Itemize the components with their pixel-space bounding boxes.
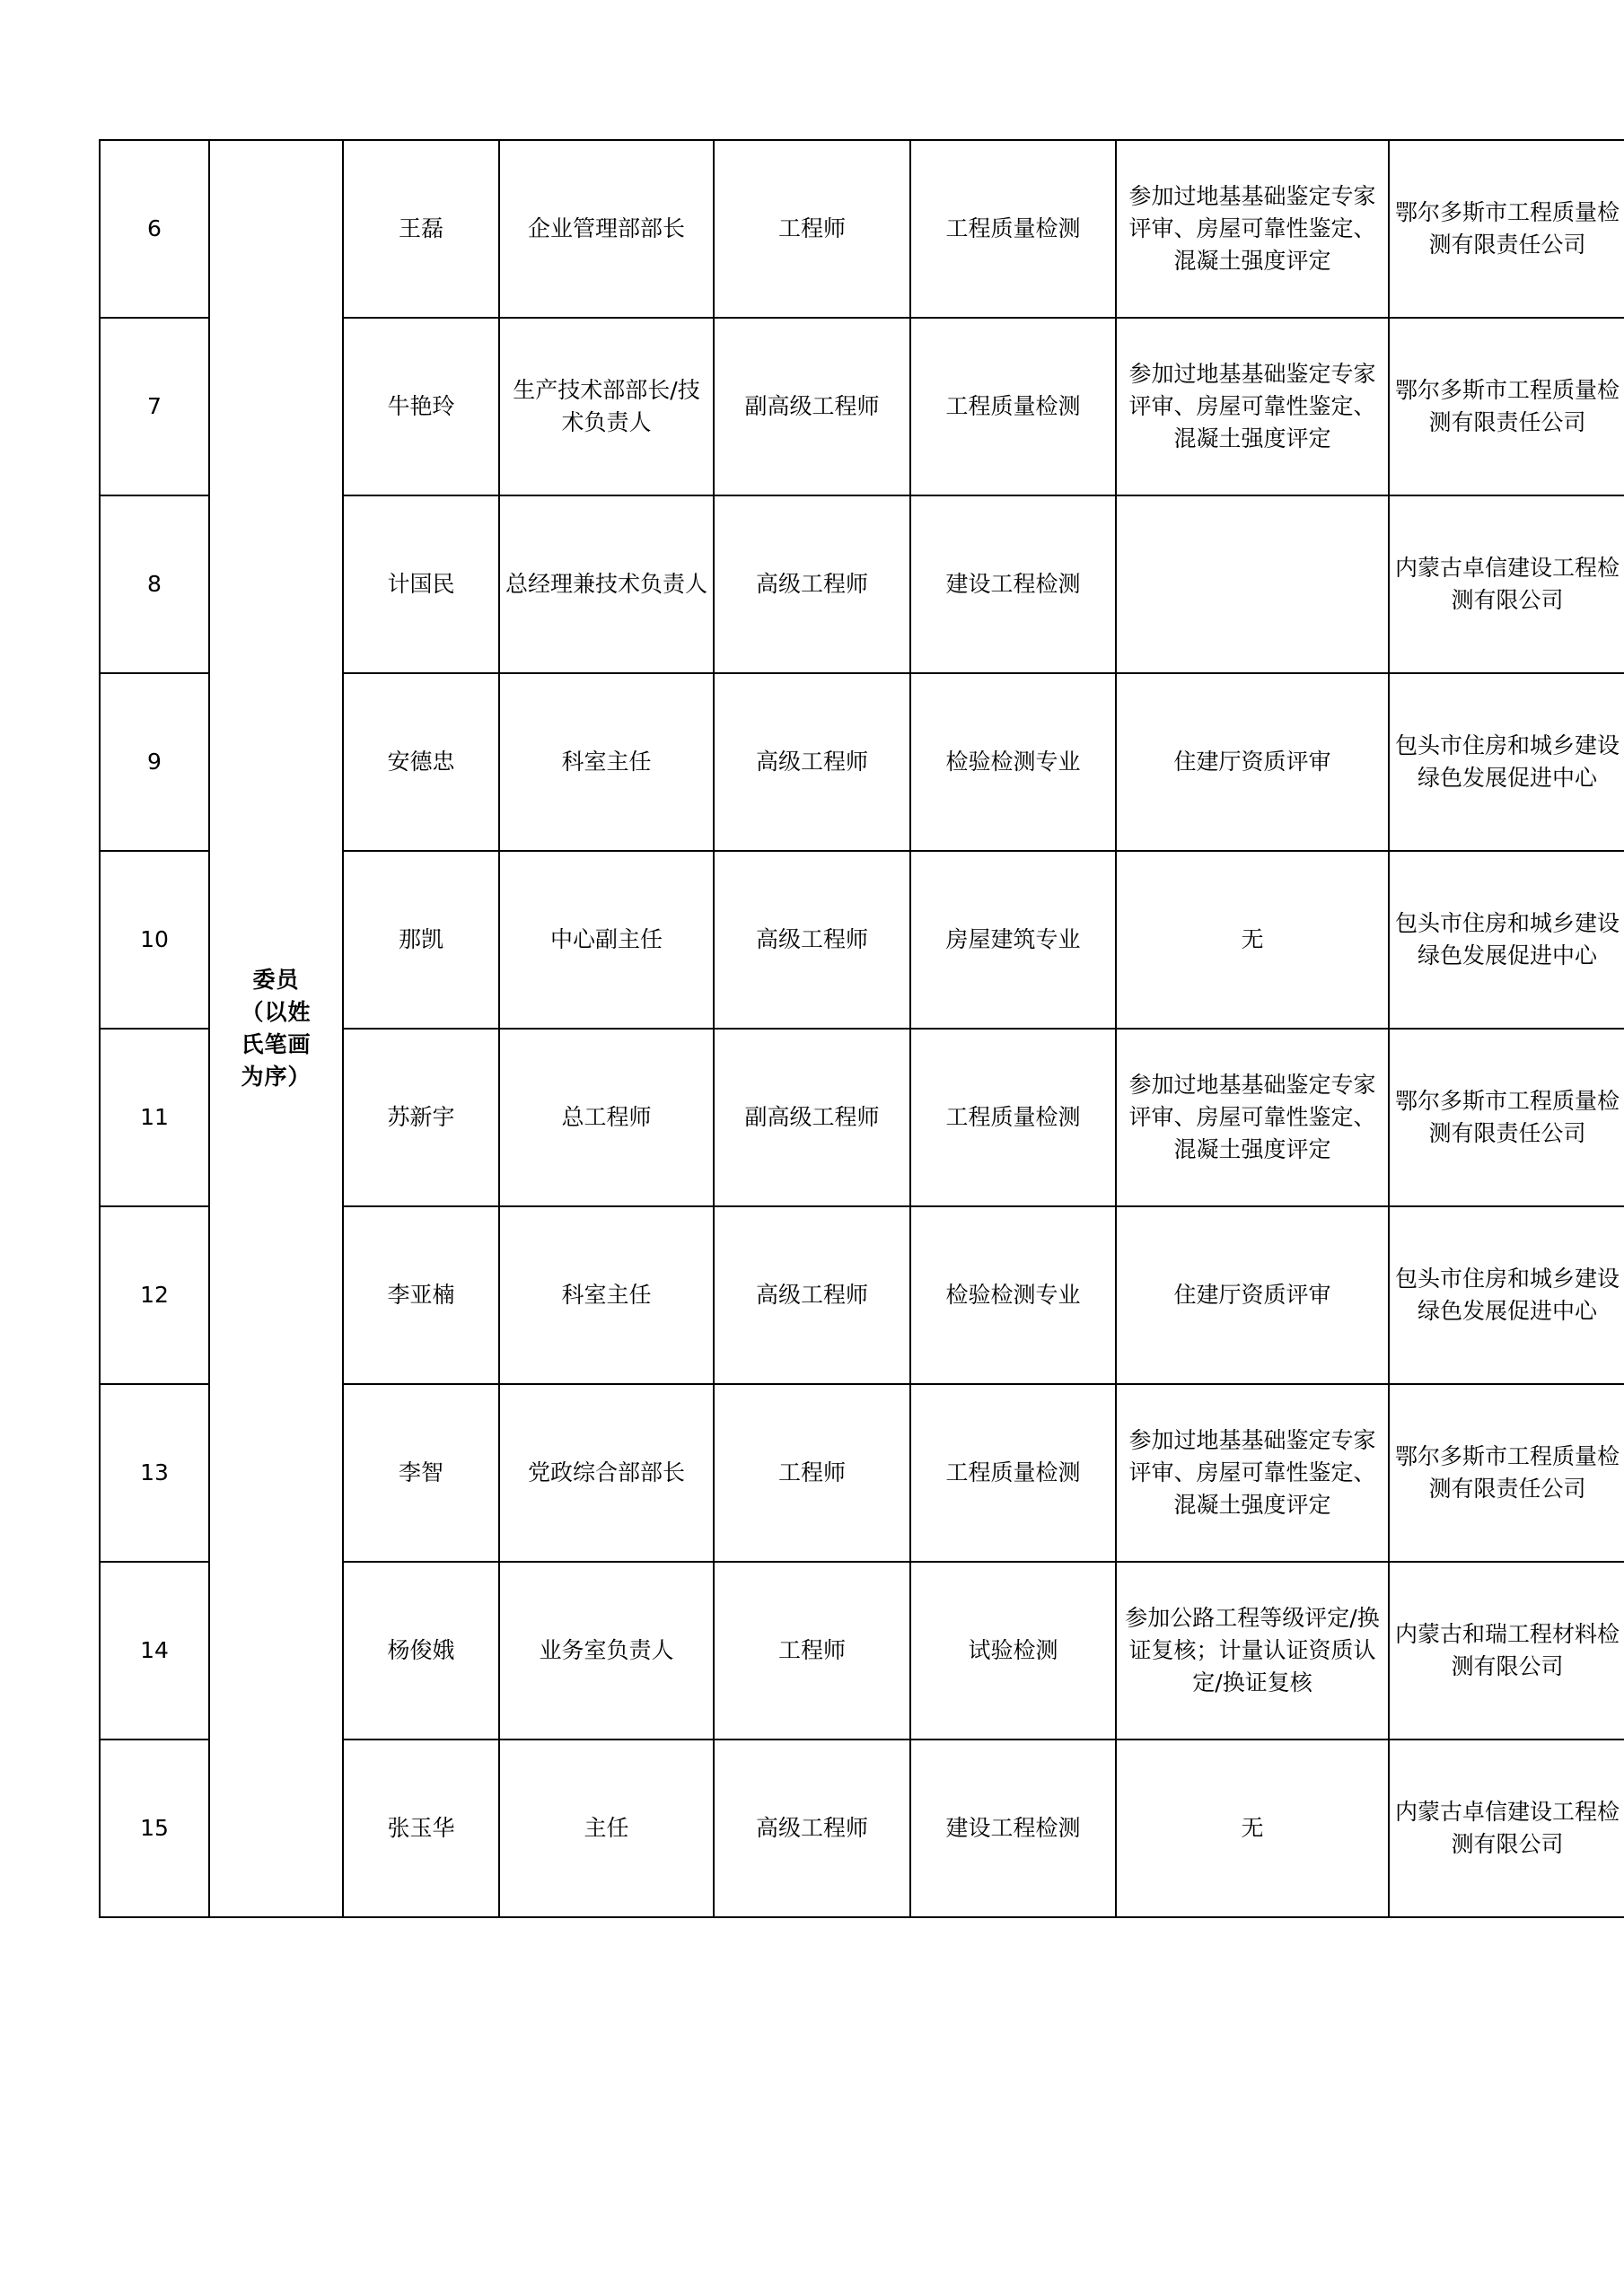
field-cell: 工程质量检测 xyxy=(910,1029,1116,1206)
field-cell: 建设工程检测 xyxy=(910,495,1116,673)
field-cell: 试验检测 xyxy=(910,1562,1116,1740)
name-cell: 苏新宇 xyxy=(343,1029,499,1206)
name-cell: 计国民 xyxy=(343,495,499,673)
row-index-cell: 8 xyxy=(100,495,209,673)
row-index-cell: 9 xyxy=(100,673,209,851)
title-cell: 高级工程师 xyxy=(714,1740,910,1917)
title-cell: 高级工程师 xyxy=(714,495,910,673)
role-group-label xyxy=(209,140,343,1917)
organization-cell: 包头市住房和城乡建设绿色发展促进中心 xyxy=(1389,673,1624,851)
title-cell: 工程师 xyxy=(714,140,910,318)
position-cell: 企业管理部部长 xyxy=(499,140,714,318)
field-cell: 房屋建筑专业 xyxy=(910,851,1116,1029)
organization-cell: 鄂尔多斯市工程质量检测有限责任公司 xyxy=(1389,140,1624,318)
organization-cell: 内蒙古卓信建设工程检测有限公司 xyxy=(1389,495,1624,673)
position-cell: 业务室负责人 xyxy=(499,1562,714,1740)
name-cell: 杨俊娥 xyxy=(343,1562,499,1740)
experience-cell: 无 xyxy=(1116,1740,1389,1917)
position-cell: 总经理兼技术负责人 xyxy=(499,495,714,673)
name-cell: 安德忠 xyxy=(343,673,499,851)
row-index-cell: 10 xyxy=(100,851,209,1029)
organization-cell: 包头市住房和城乡建设绿色发展促进中心 xyxy=(1389,1206,1624,1384)
row-index-cell: 15 xyxy=(100,1740,209,1917)
experience-cell: 无 xyxy=(1116,851,1389,1029)
experience-cell: 参加过地基基础鉴定专家评审、房屋可靠性鉴定、混凝土强度评定 xyxy=(1116,1029,1389,1206)
title-cell: 副高级工程师 xyxy=(714,1029,910,1206)
row-index-cell: 7 xyxy=(100,318,209,495)
name-cell: 李亚楠 xyxy=(343,1206,499,1384)
field-cell: 建设工程检测 xyxy=(910,1740,1116,1917)
position-cell: 中心副主任 xyxy=(499,851,714,1029)
position-cell: 主任 xyxy=(499,1740,714,1917)
title-cell: 工程师 xyxy=(714,1384,910,1562)
experience-cell: 住建厅资质评审 xyxy=(1116,673,1389,851)
role-group-label-line: 为序） xyxy=(241,1064,312,1091)
field-cell: 检验检测专业 xyxy=(910,673,1116,851)
position-cell: 生产技术部部长/技术负责人 xyxy=(499,318,714,495)
organization-cell: 内蒙古卓信建设工程检测有限公司 xyxy=(1389,1740,1624,1917)
role-group-label-line: （以姓 xyxy=(241,998,312,1025)
organization-cell: 鄂尔多斯市工程质量检测有限责任公司 xyxy=(1389,1384,1624,1562)
committee-roster-table xyxy=(99,139,1624,1918)
experience-cell: 参加过地基基础鉴定专家评审、房屋可靠性鉴定、混凝土强度评定 xyxy=(1116,140,1389,318)
title-cell: 高级工程师 xyxy=(714,851,910,1029)
field-cell: 检验检测专业 xyxy=(910,1206,1116,1384)
position-cell: 总工程师 xyxy=(499,1029,714,1206)
position-cell: 党政综合部部长 xyxy=(499,1384,714,1562)
row-index-cell: 12 xyxy=(100,1206,209,1384)
name-cell: 王磊 xyxy=(343,140,499,318)
name-cell: 李智 xyxy=(343,1384,499,1562)
position-cell: 科室主任 xyxy=(499,1206,714,1384)
experience-cell: 住建厅资质评审 xyxy=(1116,1206,1389,1384)
title-cell: 工程师 xyxy=(714,1562,910,1740)
organization-cell: 鄂尔多斯市工程质量检测有限责任公司 xyxy=(1389,318,1624,495)
experience-cell: 参加公路工程等级评定/换证复核；计量认证资质认定/换证复核 xyxy=(1116,1562,1389,1740)
position-cell: 科室主任 xyxy=(499,673,714,851)
title-cell: 高级工程师 xyxy=(714,1206,910,1384)
name-cell: 那凯 xyxy=(343,851,499,1029)
name-cell: 牛艳玲 xyxy=(343,318,499,495)
experience-cell: 参加过地基基础鉴定专家评审、房屋可靠性鉴定、混凝土强度评定 xyxy=(1116,318,1389,495)
experience-cell xyxy=(1116,495,1389,673)
role-group-label-line: 氏笔画 xyxy=(241,1031,312,1057)
role-group-label-line: 委员 xyxy=(252,966,300,993)
title-cell: 副高级工程师 xyxy=(714,318,910,495)
row-index-cell: 13 xyxy=(100,1384,209,1562)
table-row xyxy=(100,140,1624,318)
field-cell: 工程质量检测 xyxy=(910,318,1116,495)
field-cell: 工程质量检测 xyxy=(910,1384,1116,1562)
field-cell: 工程质量检测 xyxy=(910,140,1116,318)
title-cell: 高级工程师 xyxy=(714,673,910,851)
organization-cell: 包头市住房和城乡建设绿色发展促进中心 xyxy=(1389,851,1624,1029)
table-body xyxy=(100,140,1624,1917)
name-cell: 张玉华 xyxy=(343,1740,499,1917)
organization-cell: 鄂尔多斯市工程质量检测有限责任公司 xyxy=(1389,1029,1624,1206)
row-index-cell: 11 xyxy=(100,1029,209,1206)
row-index-cell: 6 xyxy=(100,140,209,318)
experience-cell: 参加过地基基础鉴定专家评审、房屋可靠性鉴定、混凝土强度评定 xyxy=(1116,1384,1389,1562)
organization-cell: 内蒙古和瑞工程材料检测有限公司 xyxy=(1389,1562,1624,1740)
row-index-cell: 14 xyxy=(100,1562,209,1740)
